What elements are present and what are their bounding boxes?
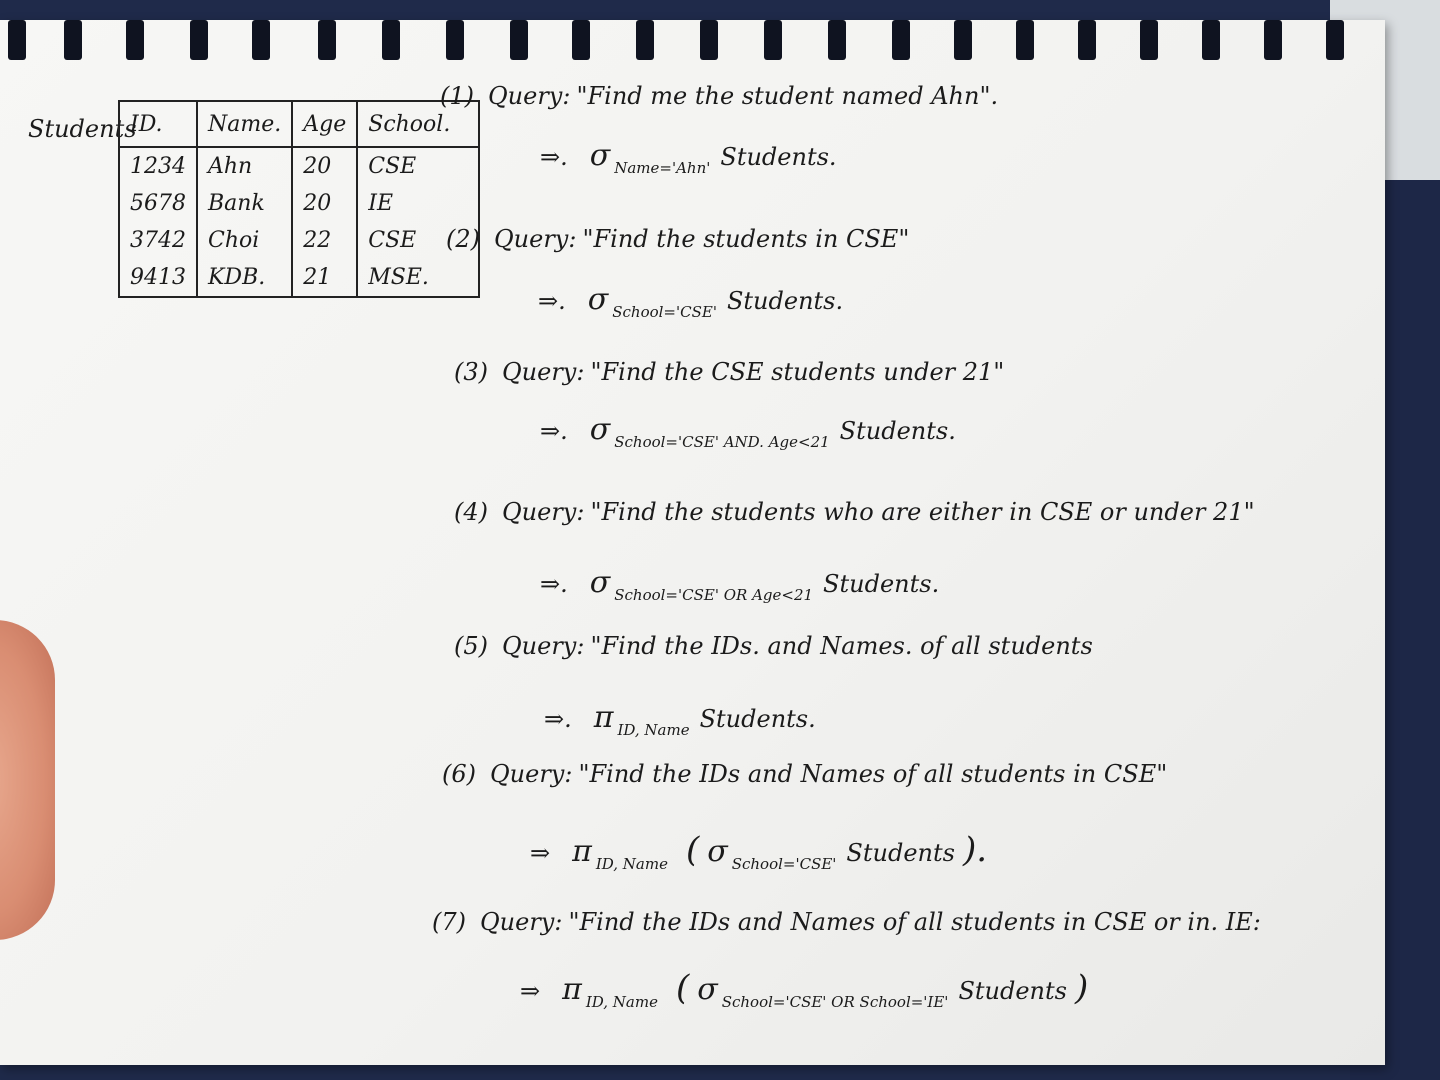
table-cell: 21 (292, 259, 357, 297)
selection-operator: σ (707, 834, 728, 869)
thumb (0, 620, 55, 940)
table-cell: 20 (292, 185, 357, 222)
query-number: (4) (454, 498, 488, 526)
operator-condition: Name='Ahn' (614, 159, 711, 177)
implies-symbol: ⇒. (540, 417, 568, 445)
close-paren: ). (962, 830, 988, 870)
operator-attributes: ID, Name (595, 855, 668, 873)
query-label: Query: (480, 908, 563, 936)
selection-operator: σ (589, 565, 611, 600)
query-6 (442, 760, 1167, 788)
answer-7 (520, 968, 1096, 1011)
projection-operator: π (572, 834, 592, 869)
operator-condition: School='CSE' OR Age<21 (614, 586, 814, 604)
query-2 (446, 225, 909, 253)
query-3 (454, 358, 1004, 386)
column-header: School. (357, 101, 479, 147)
table-cell: 20 (292, 147, 357, 185)
table-cell: 22 (292, 222, 357, 259)
table-cell: 1234 (119, 147, 197, 185)
relation-name: Students. (726, 287, 844, 315)
table-cell: Ahn (197, 147, 292, 185)
relation-name: Students (958, 977, 1067, 1005)
query-label: Query: (502, 632, 585, 660)
query-4 (454, 498, 1255, 526)
implies-symbol: ⇒. (540, 143, 568, 171)
selection-operator: σ (589, 412, 611, 447)
column-header: Name. (197, 101, 292, 147)
relation-name: Students. (823, 570, 940, 598)
answer-6 (530, 830, 995, 873)
query-text: "Find the CSE students under 21" (590, 358, 1005, 386)
open-paren: ( (685, 830, 700, 870)
implies-symbol: ⇒. (540, 570, 568, 598)
students-table (118, 100, 480, 298)
spiral-binding (0, 20, 1385, 65)
operator-condition: School='CSE' (731, 855, 837, 873)
table-row (119, 147, 479, 185)
query-7 (432, 908, 1261, 936)
projection-operator: π (562, 972, 582, 1007)
table-cell: Bank (197, 185, 292, 222)
table-name: Students (28, 115, 137, 143)
query-text: "Find the students who are either in CSE or under 21" (590, 498, 1255, 526)
selection-operator: σ (589, 138, 611, 173)
operator-attributes: ID, Name (585, 993, 658, 1011)
selection-operator: σ (587, 282, 609, 317)
query-label: Query: (502, 498, 585, 526)
table-cell: 3742 (119, 222, 197, 259)
relation-name: Students. (839, 417, 956, 445)
table-row (119, 222, 479, 259)
table-row (119, 185, 479, 222)
query-number: (3) (454, 358, 488, 386)
relation-name: Students (846, 839, 955, 867)
table-cell: Choi (197, 222, 292, 259)
selection-operator: σ (697, 972, 718, 1007)
table-cell: MSE. (357, 259, 479, 297)
query-number: (1) (440, 82, 474, 110)
table-header-row (119, 101, 479, 147)
query-number: (6) (442, 760, 476, 788)
implies-symbol: ⇒. (544, 705, 572, 733)
projection-operator: π (593, 700, 614, 735)
column-header: ID. (119, 101, 197, 147)
query-label: Query: (502, 358, 585, 386)
query-number: (2) (446, 225, 480, 253)
table-cell: KDB. (197, 259, 292, 297)
open-paren: ( (675, 968, 690, 1008)
answer-1 (540, 138, 837, 177)
query-label: Query: (488, 82, 571, 110)
close-paren: ) (1074, 968, 1089, 1008)
implies-symbol: ⇒ (530, 839, 551, 867)
query-5 (454, 632, 1093, 660)
operator-condition: School='CSE' AND. Age<21 (614, 433, 830, 451)
table-cell: 9413 (119, 259, 197, 297)
implies-symbol: ⇒ (520, 977, 541, 1005)
operator-condition: School='CSE' (612, 303, 717, 321)
query-text: "Find me the student named Ahn". (576, 82, 999, 110)
operator-condition: School='CSE' OR School='IE' (721, 993, 949, 1011)
implies-symbol: ⇒. (538, 287, 566, 315)
column-header: Age (292, 101, 357, 147)
notebook-page (0, 20, 1385, 1065)
query-text: "Find the IDs and Names of all students in CSE or in. IE: (568, 908, 1261, 936)
query-number: (5) (454, 632, 488, 660)
answer-3 (540, 412, 956, 451)
query-label: Query: (494, 225, 577, 253)
table-cell: CSE (357, 147, 479, 185)
table-cell: CSE (357, 222, 479, 259)
query-1 (440, 82, 998, 110)
table-row (119, 259, 479, 297)
query-text: "Find the students in CSE" (582, 225, 910, 253)
query-text: "Find the IDs. and Names. of all students (590, 632, 1093, 660)
answer-2 (538, 282, 844, 321)
relation-name: Students. (699, 705, 816, 733)
operator-attributes: ID, Name (617, 721, 690, 739)
query-text: "Find the IDs and Names of all students in CSE" (578, 760, 1168, 788)
query-number: (7) (432, 908, 466, 936)
relation-name: Students. (720, 143, 837, 171)
answer-4 (540, 565, 940, 604)
table-cell: IE (357, 185, 479, 222)
answer-5 (544, 700, 816, 739)
query-label: Query: (490, 760, 573, 788)
table-cell: 5678 (119, 185, 197, 222)
